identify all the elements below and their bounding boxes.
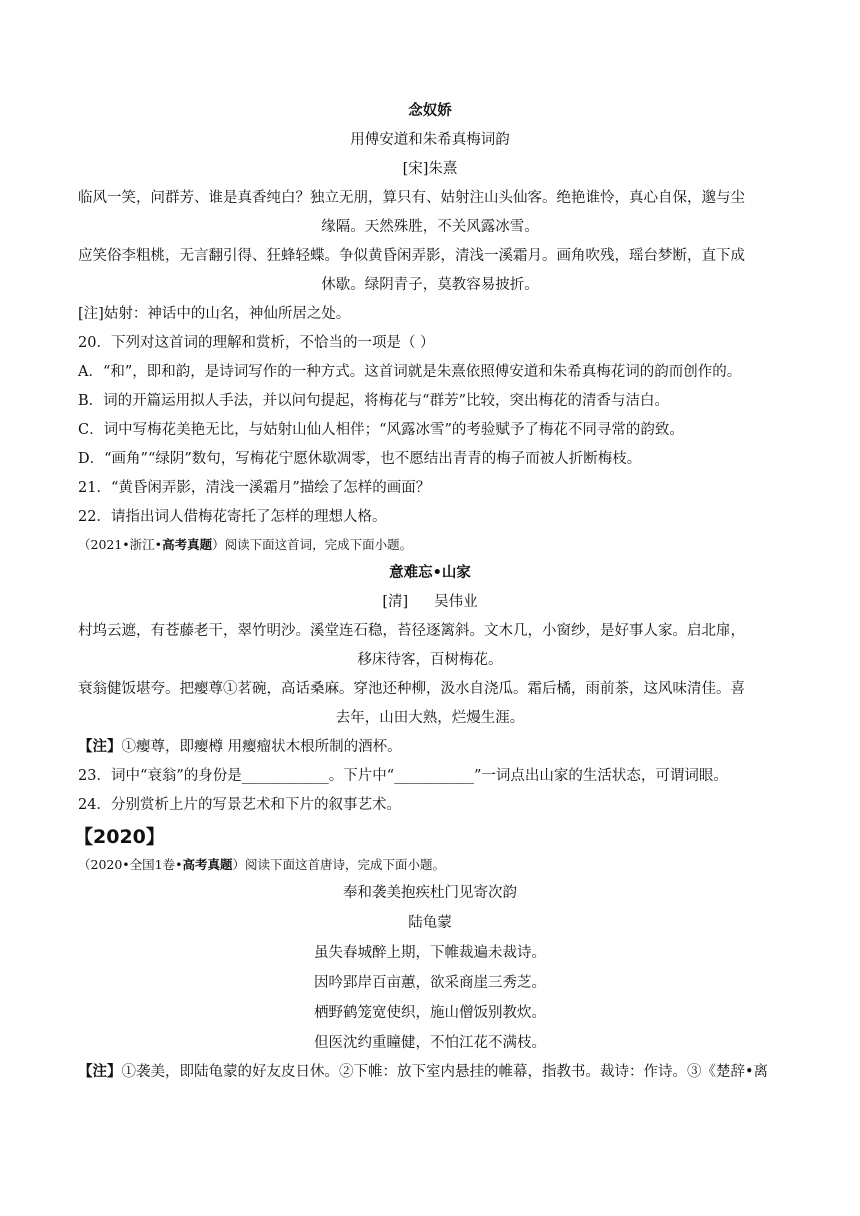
document-page (74, 96, 782, 1087)
source-2021 (78, 532, 782, 558)
poem1-stanza1 (78, 184, 782, 242)
poem1-subtitle: 用傅安道和朱希真梅词韵 (350, 132, 510, 148)
source-2020-post: ）阅读下面这首唐诗，完成下面小题。 (232, 857, 446, 872)
year-heading: 【2020】 (74, 826, 165, 848)
poem2-dynasty: [清] (382, 594, 409, 610)
question-24: 24．分别赏析上片的写景艺术和下片的叙事艺术。 (78, 797, 401, 813)
poem2-stanza1-line1: 村坞云遮，有苍藤老干，翠竹明沙。溪堂连石稳，苔径逐篱斜。文木几，小窗纱，是好事人家。启北扉， (78, 623, 745, 639)
q20-stem-a: 20．下列对这首词的理解和赏析， (78, 335, 300, 351)
source-2021-post: ）阅读下面这首词，完成下面小题。 (212, 537, 413, 552)
poem3-author: 陆龟蒙 (408, 915, 452, 931)
poem3-line-2: 因吟郢岸百亩蕙，欲采商崖三秀芝。 (314, 975, 546, 991)
poem3-line-3: 栖野鹤笼宽使织，施山僧饭别教炊。 (314, 1005, 546, 1021)
poem2-stanza2-line1: 衰翁健饭堪夸。把瘿尊①茗碗，高话桑麻。穿池还种柳，汲水自浇瓜。霜后橘，雨前茶，这风味清佳。喜 (78, 681, 745, 697)
poem2-title: 意难忘•山家 (389, 565, 471, 581)
poem2-author: 吴伟业 (434, 594, 478, 610)
poem2-stanza2-line2: 去年，山田大熟，烂熳生涯。 (335, 710, 525, 726)
poem3-note-label: 【注】 (78, 1064, 122, 1080)
poem3-note-text: ①袭美，即陆龟蒙的好友皮日休。②下帷：放下室内悬挂的帷幕，指教书。裁诗：作诗。③《楚辞•离 (121, 1064, 769, 1080)
poem3-line-1: 虽失春城醉上期，下帷裁遍未裁诗。 (314, 945, 546, 961)
question-20-option-d: D．“画角”“绿阴”数句，写梅花宁愿休歇凋零，也不愿结出青青的梅子而被人折断梅枝。 (78, 451, 642, 467)
question-21: 21．“黄昏闲弄影，清浅一溪霜月”描绘了怎样的画面？ (78, 480, 431, 496)
poem2-author-line (78, 588, 782, 617)
poem1-stanza2-line2: 休歇。绿阴青子，莫教容易披折。 (321, 277, 539, 293)
poem2-stanza2 (78, 675, 782, 733)
question-20-option-b: B．词的开篇运用拟人手法，并以问句提起，将梅花与“群芳”比较，突出梅花的清香与洁白。 (78, 393, 669, 409)
poem1-note: [注]姑射：神话中的山名，神仙所居之处。 (78, 306, 351, 322)
question-20-option-c: C．词中写梅花美艳无比，与姑射山仙人相伴；“风露冰雪”的考验赋予了梅花不同寻常的韵致。 (78, 422, 684, 438)
source-2020 (78, 852, 782, 878)
poem2-stanza1-line2: 移床待客，百树梅花。 (357, 652, 503, 668)
poem2-stanza1 (78, 617, 782, 675)
question-22: 22．请指出词人借梅花寄托了怎样的理想人格。 (78, 509, 387, 525)
poem3-line-4: 但医沈约重瞳健，不怕江花不满枝。 (314, 1035, 546, 1051)
q20-emphasis-2: 恰 (313, 335, 329, 351)
source-2021-pre: （2021•浙江• (78, 537, 163, 552)
poem1-stanza2 (78, 242, 782, 300)
poem1-author: [宋]朱熹 (402, 161, 458, 177)
poem2-note-text: ①瘿尊，即瘿樽 用瘿瘤状木根所制的酒杯。 (121, 739, 402, 755)
poem3-title: 奉和袭美抱疾杜门见寄次韵 (343, 885, 517, 901)
source-2020-pre: （2020•全国1卷• (78, 857, 183, 872)
poem1-stanza2-line1: 应笑俗李粗桃，无言翻引得、狂蜂轻蝶。争似黄昏闲弄影，清浅一溪霜月。画角吹残，瑶台梦断，直下成 (78, 248, 745, 264)
question-20-stem (78, 329, 782, 358)
poem2-note (78, 733, 782, 762)
source-2021-bold: 高考真题 (162, 537, 213, 552)
poem1-title: 念奴娇 (408, 103, 452, 119)
source-2020-bold: 高考真题 (182, 857, 233, 872)
q20-emphasis-1: 不 (299, 335, 314, 351)
question-23: 23．词中“衰翁”的身份是____________。下片中“___________”一词点出山家的生活状态，可谓词眼。 (78, 768, 728, 784)
poem1-stanza1-line2: 缘隔。天然殊胜，不关风露冰雪。 (321, 219, 539, 235)
poem2-note-label: 【注】 (78, 739, 122, 755)
q20-stem-d: 当的一项是（ ） (328, 335, 435, 351)
poem3-note (78, 1058, 782, 1087)
question-20-option-a: A．“和”，即和韵，是诗词写作的一种方式。这首词就是朱熹依照傅安道和朱希真梅花词的韵而创作的。 (78, 364, 742, 380)
poem1-stanza1-line1: 临风一笑，问群芳、谁是真香纯白？独立无朋，算只有、姑射注山头仙客。绝艳谁怜，真心自保，邈与尘 (78, 190, 745, 206)
